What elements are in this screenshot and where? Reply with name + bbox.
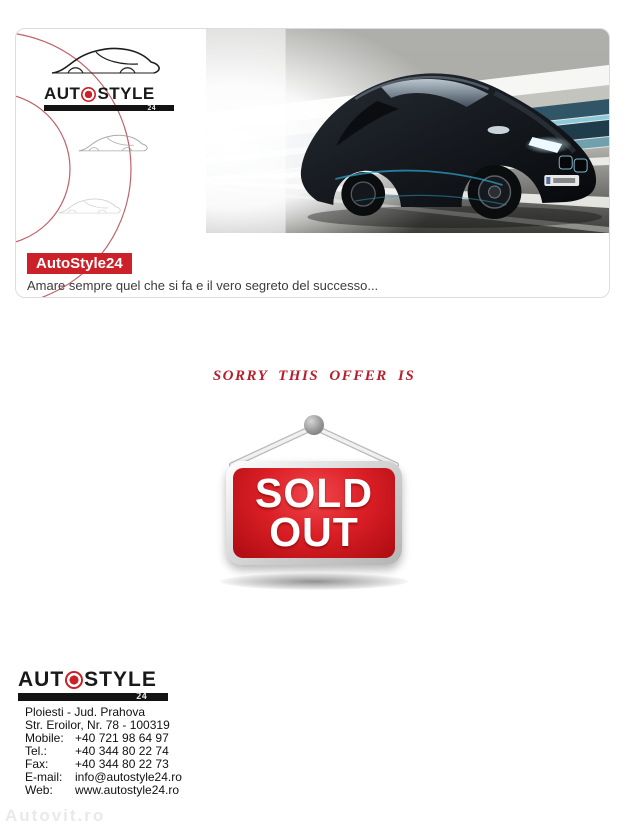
sorry-offer-text: SORRY THIS OFFER IS bbox=[212, 368, 416, 384]
contact-value-email: info@autostyle24.ro bbox=[75, 770, 182, 784]
logo-bar bbox=[44, 105, 174, 111]
autostyle-wordmark bbox=[18, 668, 168, 692]
seller-name-badge: AutoStyle24 bbox=[27, 253, 132, 274]
pin-icon bbox=[304, 415, 324, 435]
contact-label: Web: bbox=[25, 783, 53, 797]
contact-label: E-mail: bbox=[25, 770, 63, 784]
contact-value: +40 344 80 22 73 bbox=[75, 757, 169, 771]
wordmark-left: AUT bbox=[44, 84, 81, 103]
autovit-watermark: Autovit.ro bbox=[5, 806, 106, 825]
sold-out-sign bbox=[214, 413, 414, 598]
seller-tagline: Amare sempre quel che si fa e il vero segreto del successo... bbox=[27, 278, 379, 293]
out-text: OUT bbox=[269, 509, 359, 555]
contact-label: Tel.: bbox=[25, 744, 48, 758]
autostyle-logo-header bbox=[44, 39, 174, 111]
contact-row-web bbox=[25, 784, 182, 797]
address-text: Ploiesti - Jud. Prahova bbox=[25, 705, 146, 719]
contact-label: Fax: bbox=[25, 757, 49, 771]
car-sketch-faint-icon bbox=[74, 127, 149, 157]
autostyle-o-icon bbox=[81, 87, 96, 102]
car-sketch-faint-icon bbox=[54, 191, 122, 219]
contact-value: +40 721 98 64 97 bbox=[75, 731, 169, 745]
contact-value: +40 344 80 22 74 bbox=[75, 744, 169, 758]
autostyle-wordmark bbox=[44, 84, 174, 104]
logo-24-badge: 24 bbox=[136, 692, 147, 702]
contact-label: Mobile: bbox=[25, 731, 64, 745]
contact-block bbox=[25, 706, 182, 797]
autostyle-o-icon bbox=[65, 671, 83, 689]
wordmark-right: STYLE bbox=[84, 668, 157, 691]
listing-header-card bbox=[15, 28, 610, 298]
sold-out-sign-face bbox=[233, 468, 395, 558]
address-text: Str. Eroilor, Nr. 78 - 100319 bbox=[25, 718, 170, 732]
wordmark-right: STYLE bbox=[97, 84, 155, 103]
bmw-i8-tunnel-illustration bbox=[206, 29, 609, 233]
logo-24-badge: 24 bbox=[147, 104, 156, 112]
sold-text: SOLD bbox=[255, 469, 373, 516]
wordmark-left: AUT bbox=[18, 668, 65, 691]
logo-bar bbox=[18, 693, 168, 701]
sign-shadow bbox=[220, 573, 408, 590]
autostyle-logo-footer bbox=[18, 668, 168, 701]
car-sketch-icon bbox=[44, 39, 162, 79]
contact-value-web: www.autostyle24.ro bbox=[75, 783, 180, 797]
sold-out-sign-board bbox=[226, 461, 402, 565]
hero-image bbox=[206, 29, 609, 233]
card-caption bbox=[27, 253, 602, 293]
